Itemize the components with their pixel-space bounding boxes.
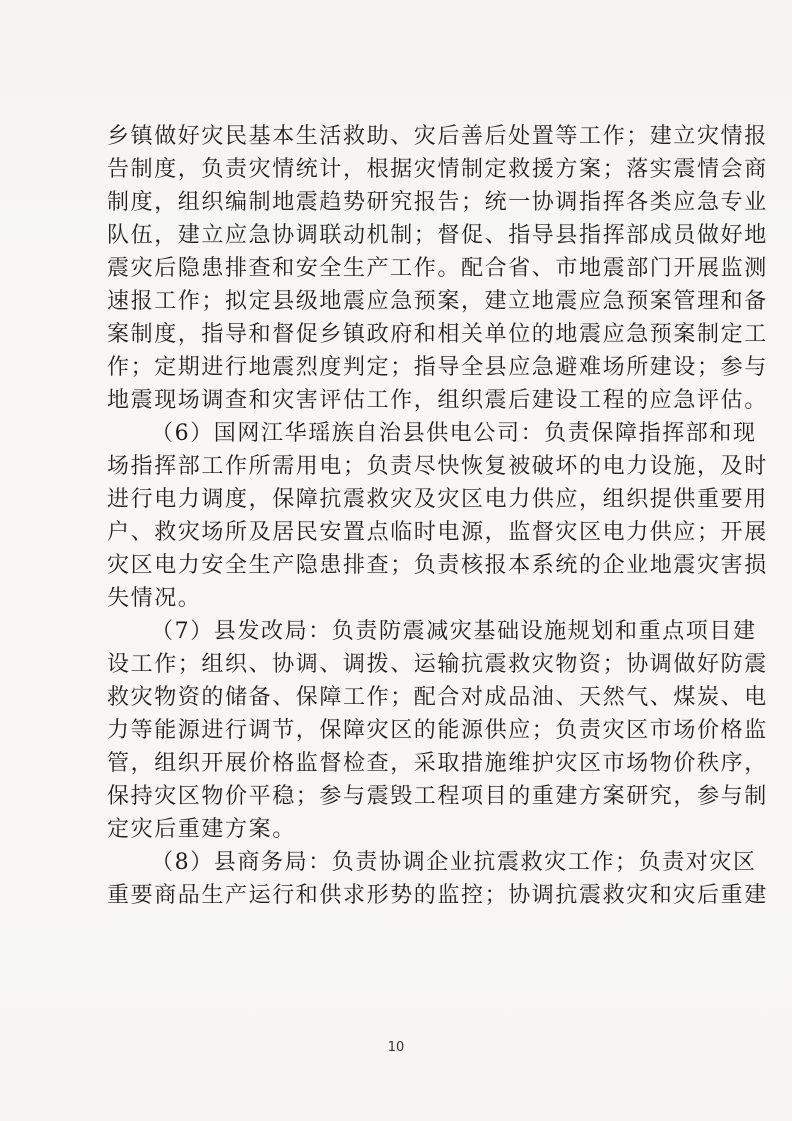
text-line: 保持灾区物价平稳；参与震毁工程项目的重建方案研究，参与制 bbox=[107, 784, 768, 809]
text-line: 速报工作；拟定县级地震应急预案，建立地震应急预案管理和备 bbox=[107, 289, 768, 314]
text-line: （8）县商务局：负责协调企业抗震救灾工作；负责对灾区 bbox=[151, 850, 757, 875]
text-line: 户、救灾场所及居民安置点临时电源，监督灾区电力供应；开展 bbox=[107, 520, 768, 545]
text-line: 重要商品生产运行和供求形势的监控；协调抗震救灾和灾后重建 bbox=[107, 883, 768, 908]
paragraph-8-commerce-bureau bbox=[107, 846, 768, 912]
text-line: 场指挥部工作所需用电；负责尽快恢复被破坏的电力设施，及时 bbox=[107, 454, 768, 479]
text-line: （6）国网江华瑶族自治县供电公司：负责保障指挥部和现 bbox=[151, 421, 757, 446]
text-line: 制度，组织编制地震趋势研究报告；统一协调指挥各类应急专业 bbox=[107, 190, 768, 215]
text-line: 地震现场调查和灾害评估工作，组织震后建设工程的应急评估。 bbox=[107, 388, 768, 413]
text-line: 管，组织开展价格监督检查，采取措施维护灾区市场物价秩序， bbox=[107, 751, 768, 776]
body-text bbox=[107, 120, 768, 912]
text-line: 灾区电力安全生产隐患排查；负责核报本系统的企业地震灾害损 bbox=[107, 553, 768, 578]
text-line: 作；定期进行地震烈度判定；指导全县应急避难场所建设；参与 bbox=[107, 355, 768, 380]
page-number: 10 bbox=[387, 1040, 405, 1055]
text-line: 定灾后重建方案。 bbox=[107, 817, 296, 842]
text-line: 设工作；组织、协调、调拨、运输抗震救灾物资；协调做好防震 bbox=[107, 652, 768, 677]
text-line: 进行电力调度，保障抗震救灾及灾区电力供应，组织提供重要用 bbox=[107, 487, 768, 512]
text-line: 救灾物资的储备、保障工作；配合对成品油、天然气、煤炭、电 bbox=[107, 685, 768, 710]
text-line: 案制度，指导和督促乡镇政府和相关单位的地震应急预案制定工 bbox=[107, 322, 768, 347]
paragraph-6-power-company bbox=[107, 417, 768, 615]
text-line: 乡镇做好灾民基本生活救助、灾后善后处置等工作；建立灾情报 bbox=[107, 124, 768, 149]
text-line: （7）县发改局：负责防震减灾基础设施规划和重点项目建 bbox=[151, 619, 757, 644]
paragraph-7-development-reform-bureau bbox=[107, 615, 768, 846]
text-line: 失情况。 bbox=[107, 586, 202, 611]
text-line: 震灾后隐患排查和安全生产工作。配合省、市地震部门开展监测 bbox=[107, 256, 768, 281]
paragraph-county-earthquake-bureau bbox=[107, 120, 768, 417]
text-line: 告制度，负责灾情统计，根据灾情制定救援方案；落实震情会商 bbox=[107, 157, 768, 182]
text-line: 队伍，建立应急协调联动机制；督促、指导县指挥部成员做好地 bbox=[107, 223, 768, 248]
text-line: 力等能源进行调节，保障灾区的能源供应；负责灾区市场价格监 bbox=[107, 718, 768, 743]
